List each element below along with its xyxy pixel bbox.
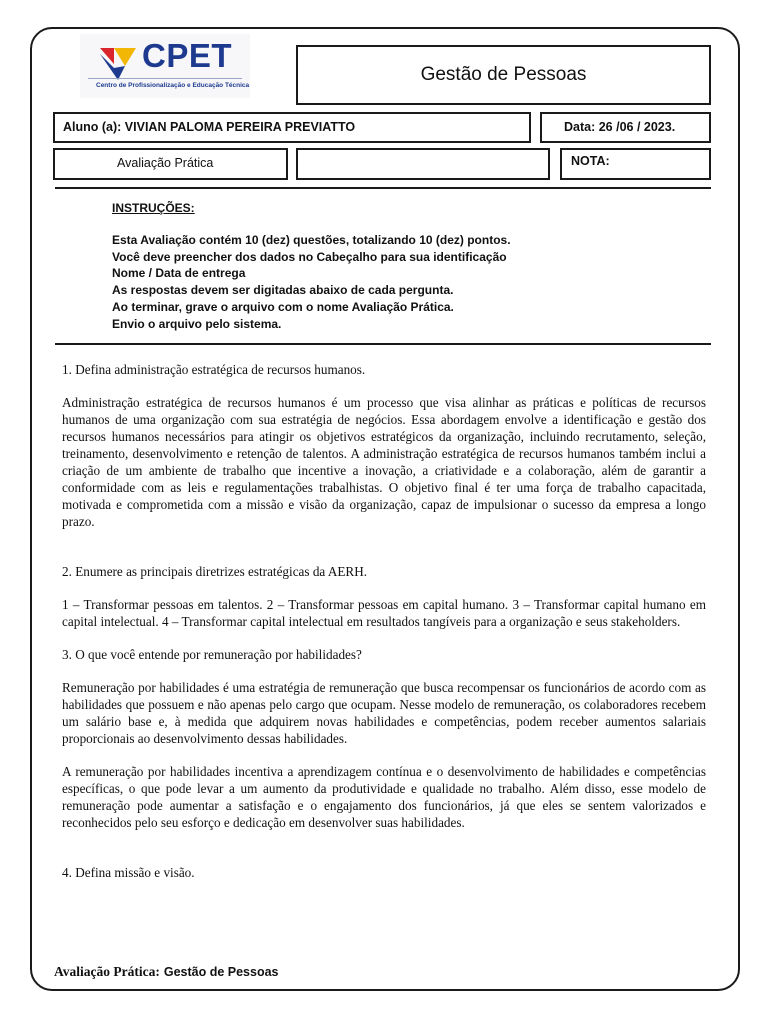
logo-text: CPET (142, 37, 233, 74)
instruction-line: Envio o arquivo pelo sistema. (112, 316, 282, 331)
grade-field (560, 148, 711, 180)
logo-divider (88, 78, 242, 79)
date-field (540, 112, 711, 143)
footer-subject: Gestão de Pessoas (163, 965, 279, 979)
student-field (53, 112, 531, 143)
instructions-title: INSTRUÇÕES: (112, 201, 195, 215)
answer-1: Administração estratégica de recursos humanos é um processo que visa alinhar as práticas e políticas de recursos humanos de uma organização com sua estratégia de negócios. Essa abordagem envolve a identificação e gestão dos recursos humanos necessários para atingir os objetivos estratégicos da organização, incluindo recrutamento, seleção, treinamento, desenvolvimento e retenção de talentos. A administração estratégica de recursos humanos também inclui a criação de um ambiente de trabalho que incentive a inovação, a criatividade e a colaboração, além de garantir a conformidade com as leis e regulamentações trabalhistas. O objetivo final é ter uma força de trabalho capacitada, motivada e comprometida com a missão e visão da organização, capaz de impulsionar o sucesso da empresa a longo prazo. (62, 395, 706, 529)
header-divider (55, 187, 711, 189)
assessment-type: Avaliação Prática (117, 156, 214, 170)
instructions (112, 200, 511, 333)
assessment-type-field (53, 148, 288, 180)
instruction-line: As respostas devem ser digitadas abaixo de cada pergunta. (112, 283, 454, 298)
question-2: 2. Enumere as principais diretrizes estratégicas da AERH. (62, 564, 368, 579)
grade-label: NOTA: (571, 154, 610, 168)
title-box (296, 45, 711, 105)
instruction-line: Ao terminar, grave o arquivo com o nome Avaliação Prática. (112, 299, 454, 314)
answer-3-paragraph-1: Remuneração por habilidades é uma estratégia de remuneração que busca recompensar os funcionários de acordo com as habilidades que possuem e não apenas pelo cargo que ocupam. Nesse modelo de remuneração, os colaboradores recebem um salário base e, à medida que adquirem novas habilidades e competências, podem receber aumentos salariais proporcionais ao desenvolvimento dessas habilidades. (62, 680, 706, 746)
logo-subtitle: Centro de Profissionalização e Educação Técnica (96, 82, 250, 89)
question-1: 1. Defina administração estratégica de recursos humanos. (62, 362, 366, 377)
cpet-logo (80, 34, 250, 98)
footer-label: Avaliação Prática: (54, 964, 160, 979)
document-body (62, 361, 706, 881)
question-4: 4. Defina missão e visão. (62, 865, 195, 880)
instructions-divider (55, 343, 711, 345)
blank-field (296, 148, 550, 180)
answer-2: 1 – Transformar pessoas em talentos. 2 – Transformar pessoas em capital humano. 3 – Transformar capital humano em capital intelectual. 4 – Transformar capital intelectual em resultados tangíveis para a organização e seus stakeholders. (62, 597, 706, 629)
answer-3-paragraph-2: A remuneração por habilidades incentiva a aprendizagem contínua e o desenvolvimento de habilidades e competências específicas, o que pode levar a um aumento da produtividade e qualidade no trabalho. Além disso, esse modelo de remuneração pode aumentar a satisfação e o engajamento dos funcionários, já que eles se sentem valorizados e reconhecidos pelo seu esforço e dedicação em desenvolver suas habilidades. (62, 764, 706, 830)
page-footer (54, 964, 279, 980)
student-name: Aluno (a): VIVIAN PALOMA PEREIRA PREVIATTO (63, 120, 356, 134)
page-title: Gestão de Pessoas (420, 64, 587, 85)
instruction-line: Nome / Data de entrega (112, 266, 246, 281)
question-3: 3. O que você entende por remuneração por habilidades? (62, 647, 362, 662)
date-value: Data: 26 /06 / 2023. (564, 120, 676, 134)
instruction-line: Esta Avaliação contém 10 (dez) questões, totalizando 10 (dez) pontos. (112, 232, 511, 247)
instruction-line: Você deve preencher dos dados no Cabeçalho para sua identificação (112, 249, 507, 264)
